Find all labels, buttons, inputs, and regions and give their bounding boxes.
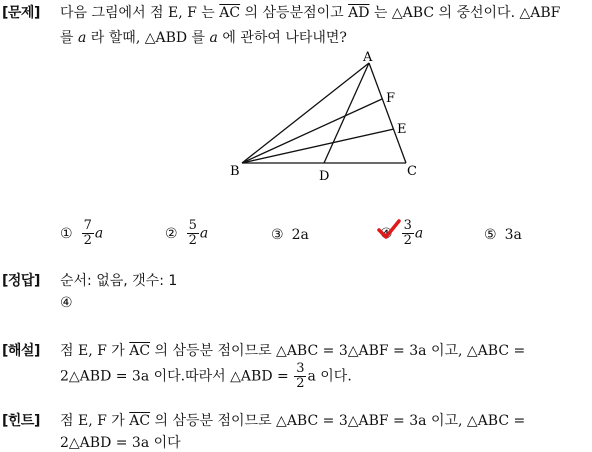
hint-line-2: 2△ABD = 3a 이다 — [60, 435, 181, 451]
choice-marker: ③ — [271, 227, 284, 243]
variable-a: a — [94, 225, 104, 242]
explanation-text: 2△ABD = 3a 이다.따라서 △ABD = — [60, 368, 294, 385]
problem-text: 를 — [60, 30, 78, 46]
explanation-text: 점 E, F 가 — [60, 343, 130, 359]
problem-text: 다음 그림에서 점 E, F 는 — [60, 5, 220, 21]
problem-text: 라 할때, △ABD 를 — [86, 30, 210, 46]
fraction — [402, 219, 414, 248]
numerator: 5 — [188, 218, 197, 233]
variable-a: a — [77, 30, 87, 46]
denominator: 2 — [83, 233, 92, 248]
problem-text: 는 △ABC 의 중선이다. △ABF — [369, 5, 561, 21]
explanation-line-1 — [60, 340, 525, 360]
problem-text: 에 관하여 나타내면? — [217, 30, 347, 46]
variable-a: a — [199, 225, 209, 242]
answer-meta: 순서: 없음, 갯수: 1 — [60, 273, 178, 289]
point-c-label: C — [407, 164, 417, 179]
segment-ac: $\overline{AC}$ — [219, 5, 241, 21]
point-b-label: B — [230, 164, 240, 179]
numerator: 7 — [83, 218, 92, 233]
choice-marker: ① — [60, 225, 73, 242]
side-ac — [369, 63, 406, 163]
problem-label: [문제] — [2, 5, 40, 21]
denominator: 2 — [188, 233, 197, 248]
fraction — [187, 219, 199, 248]
explanation-line-2 — [60, 362, 352, 391]
choice-1[interactable] — [60, 219, 103, 248]
denominator: 2 — [403, 233, 412, 248]
hint-label: [힌트] — [2, 413, 40, 429]
explanation-text: 의 삼등분 점이므로 △ABC = 3△ABF = 3a 이고, △ABC = — [150, 343, 526, 359]
segment-be — [242, 129, 394, 163]
explanation-text: a 이다. — [307, 368, 352, 385]
numerator: 3 — [296, 361, 305, 376]
hint-text: 점 E, F 가 — [60, 413, 130, 429]
numerator: 3 — [403, 218, 412, 233]
choice-text: 3a — [504, 227, 522, 243]
fraction — [294, 362, 306, 391]
denominator: 2 — [296, 376, 305, 391]
choice-5[interactable] — [484, 227, 522, 243]
point-e-label: E — [397, 122, 407, 137]
segment-ac: $\overline{AC}$ — [129, 413, 151, 429]
point-f-label: F — [386, 91, 396, 106]
segment-ad: $\overline{AD}$ — [348, 5, 370, 21]
choice-3[interactable] — [271, 227, 309, 243]
median-ad — [324, 63, 369, 163]
choice-2[interactable] — [165, 219, 208, 248]
fraction — [82, 219, 94, 248]
answer-value: ④ — [60, 295, 73, 311]
check-icon — [377, 217, 401, 241]
choice-marker: ⑤ — [484, 227, 497, 243]
segment-ac: $\overline{AC}$ — [129, 343, 151, 359]
hint-text: 의 삼등분 점이므로 △ABC = 3△ABF = 3a 이고, △ABC = — [150, 413, 526, 429]
problem-text: 의 삼등분점이고 — [240, 5, 349, 21]
variable-a: a — [414, 225, 424, 242]
point-a-label: A — [363, 50, 373, 65]
choice-marker: ② — [165, 225, 178, 242]
choice-marker: ④ — [380, 225, 393, 242]
explanation-label: [해설] — [2, 343, 40, 359]
answer-label: [정답] — [2, 273, 40, 289]
hint-line-1 — [60, 410, 525, 430]
point-d-label: D — [319, 169, 330, 184]
variable-a: a — [209, 30, 218, 46]
choice-text: 2a — [291, 227, 309, 243]
